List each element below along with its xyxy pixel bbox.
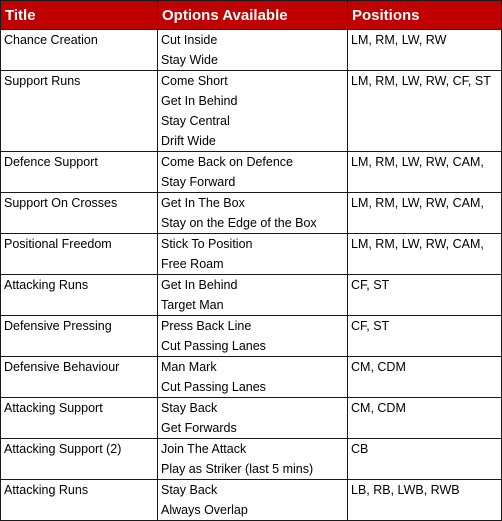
row-positions: CM, CDM (351, 401, 406, 415)
row-positions: CM, CDM (351, 360, 406, 374)
option-item: Press Back Line (161, 319, 252, 333)
row-title-cell (1, 439, 158, 480)
table-row (1, 398, 502, 439)
row-title-cell (1, 357, 158, 398)
table-row (1, 234, 502, 275)
row-positions: LM, RM, LW, RW, CAM, (351, 196, 484, 210)
option-item: Play as Striker (last 5 mins) (161, 462, 314, 476)
row-title: Defensive Behaviour (4, 360, 120, 374)
row-title: Support Runs (4, 74, 81, 88)
option-item: Stay Forward (161, 175, 236, 189)
option-item: Cut Inside (161, 33, 218, 47)
row-positions-cell (348, 152, 502, 193)
row-title: Attacking Runs (4, 278, 89, 292)
table-row (1, 439, 502, 480)
row-title-cell (1, 398, 158, 439)
row-positions-cell (348, 480, 502, 521)
row-positions-cell (348, 71, 502, 152)
row-title: Chance Creation (4, 33, 98, 47)
row-options-cell (158, 316, 348, 357)
option-item: Stay Back (161, 483, 218, 497)
option-item: Cut Passing Lanes (161, 339, 266, 353)
option-item: Stay Wide (161, 53, 218, 67)
row-positions: LM, RM, LW, RW, CF, ST (351, 74, 491, 88)
row-positions: CF, ST (351, 278, 390, 292)
row-positions-cell (348, 316, 502, 357)
row-title-cell (1, 193, 158, 234)
row-positions: LM, RM, LW, RW (351, 33, 447, 47)
option-item: Get In The Box (161, 196, 245, 210)
row-title: Defensive Pressing (4, 319, 112, 333)
table-row (1, 71, 502, 152)
header-positions: Positions (348, 1, 502, 30)
row-positions-cell (348, 193, 502, 234)
row-positions-cell (348, 30, 502, 71)
header-row (1, 1, 502, 30)
option-item: Always Overlap (161, 503, 248, 517)
row-options-cell (158, 398, 348, 439)
option-item: Join The Attack (161, 442, 247, 456)
row-positions-cell (348, 234, 502, 275)
row-options-cell (158, 234, 348, 275)
row-title: Defence Support (4, 155, 98, 169)
row-options-cell (158, 71, 348, 152)
option-item: Stay Back (161, 401, 218, 415)
table-row (1, 152, 502, 193)
row-options-cell (158, 275, 348, 316)
row-positions: CB (351, 442, 369, 456)
row-title: Attacking Support (2) (4, 442, 122, 456)
table-row (1, 275, 502, 316)
option-item: Get In Behind (161, 278, 238, 292)
option-item: Man Mark (161, 360, 217, 374)
table-row (1, 480, 502, 521)
row-positions: LM, RM, LW, RW, CAM, (351, 237, 484, 251)
header-title: Title (1, 1, 158, 30)
table-row (1, 316, 502, 357)
option-item: Drift Wide (161, 134, 216, 148)
row-options-cell (158, 193, 348, 234)
table-row (1, 193, 502, 234)
option-item: Stay Central (161, 114, 230, 128)
option-item: Target Man (161, 298, 224, 312)
row-positions-cell (348, 275, 502, 316)
row-title: Attacking Support (4, 401, 103, 415)
row-title: Attacking Runs (4, 483, 89, 497)
option-item: Come Short (161, 74, 228, 88)
row-title-cell (1, 275, 158, 316)
row-title: Positional Freedom (4, 237, 112, 251)
row-title-cell (1, 480, 158, 521)
option-item: Stick To Position (161, 237, 253, 251)
row-options-cell (158, 480, 348, 521)
header-options: Options Available (158, 1, 348, 30)
option-item: Free Roam (161, 257, 224, 271)
row-title: Support On Crosses (4, 196, 118, 210)
option-item: Get Forwards (161, 421, 237, 435)
row-positions-cell (348, 357, 502, 398)
row-positions: LM, RM, LW, RW, CAM, (351, 155, 484, 169)
row-positions: CF, ST (351, 319, 390, 333)
row-options-cell (158, 357, 348, 398)
row-options-cell (158, 30, 348, 71)
row-options-cell (158, 152, 348, 193)
row-title-cell (1, 234, 158, 275)
option-item: Get In Behind (161, 94, 238, 108)
row-positions-cell (348, 398, 502, 439)
row-options-cell (158, 439, 348, 480)
row-title-cell (1, 316, 158, 357)
row-title-cell (1, 30, 158, 71)
row-positions: LB, RB, LWB, RWB (351, 483, 460, 497)
row-positions-cell (348, 439, 502, 480)
option-item: Cut Passing Lanes (161, 380, 266, 394)
table-row (1, 357, 502, 398)
option-item: Come Back on Defence (161, 155, 294, 169)
table-body (1, 30, 502, 521)
table-row (1, 30, 502, 71)
option-item: Stay on the Edge of the Box (161, 216, 317, 230)
row-title-cell (1, 71, 158, 152)
row-title-cell (1, 152, 158, 193)
